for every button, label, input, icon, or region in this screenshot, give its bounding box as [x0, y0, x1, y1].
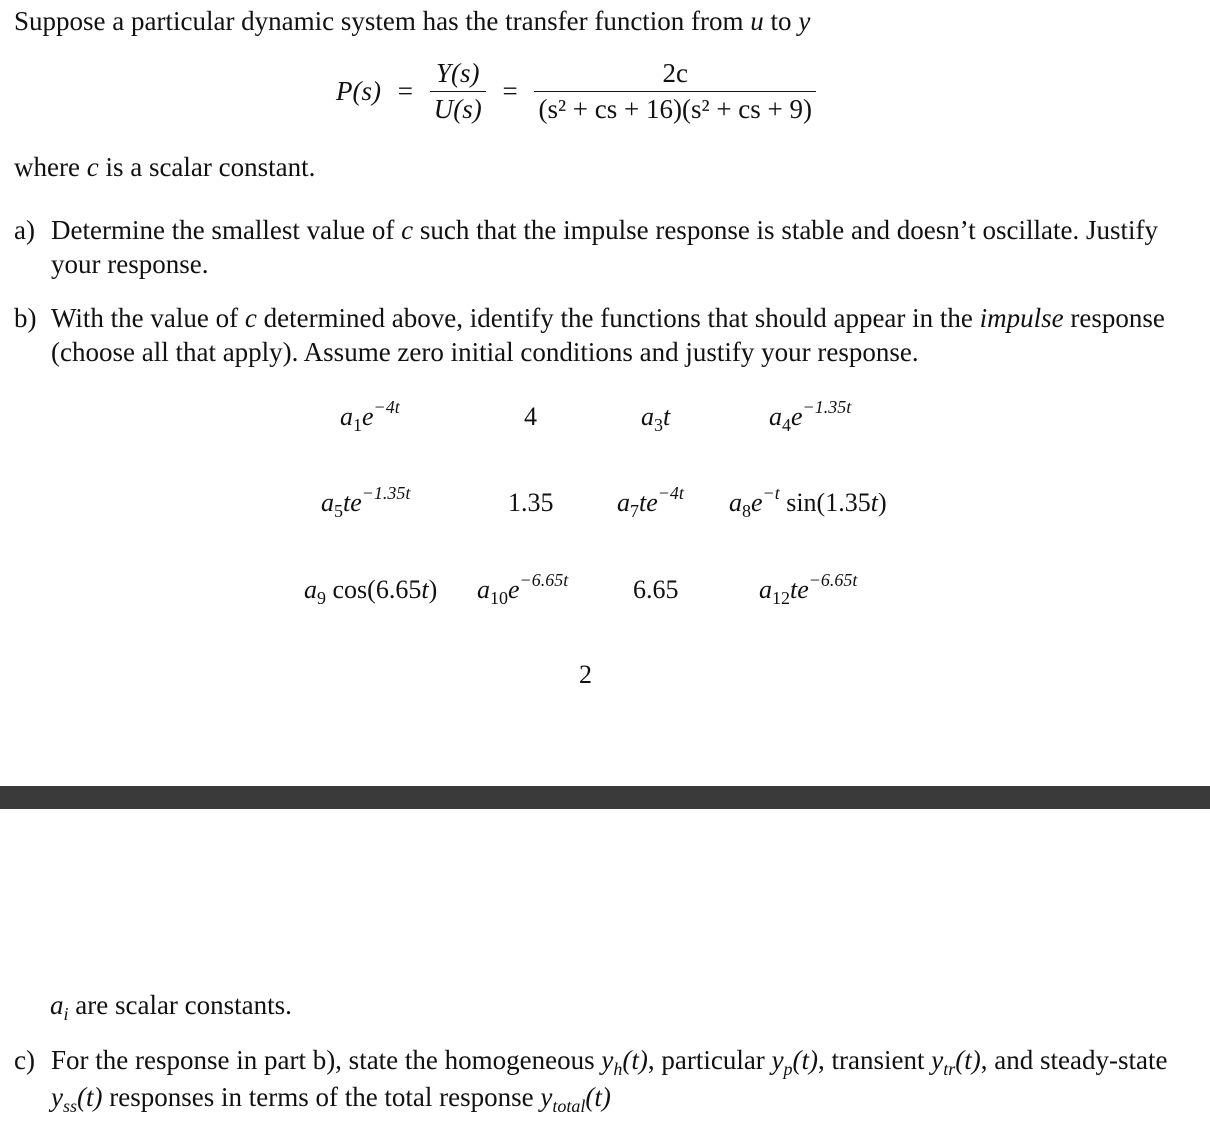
option-a9-cos: $a_9$ cos(6.65t)	[304, 575, 438, 608]
part-c-label: c)	[14, 1045, 35, 1075]
equation-lhs: P(s)	[336, 76, 381, 106]
part-a-label: a)	[14, 215, 35, 245]
constants-note: $a_i$ are scalar constants.	[50, 990, 292, 1024]
page-separator	[0, 786, 1210, 809]
option-a3-t: $a_3t$	[641, 402, 671, 435]
page-number: 2	[579, 660, 592, 689]
option-4: 4	[524, 402, 537, 431]
where-line: where c is a scalar constant.	[14, 152, 316, 182]
fraction-transfer-function: $\frac{2c}{\text{(s² + cs + 16)(s² + cs + 9)}}$	[534, 58, 816, 125]
part-a: a) Determine the smallest value of c such that the impulse response is stable and doesn’t oscillate. Justify your response.	[14, 215, 1158, 279]
option-a8-e-minus-t-sin: $a_8e^{-t}$ sin(1.35t)	[729, 483, 887, 521]
part-b: b) With the value of c determined above, identify the functions that should appear in the impulse response (choose all that apply). Assume zero initial conditions and justify your response.	[14, 303, 1165, 367]
transfer-function-equation: P(s) = $\frac{Y(s)}{U(s)}$ = $\frac{2c}{\text{(s² + cs + 16)(s² + cs + 9)}}$	[336, 58, 816, 125]
option-a7-te-minus-4t: $a_7te^{-4t}$	[617, 483, 684, 521]
intro-line: Suppose a particular dynamic system has the transfer function from u to y	[14, 6, 811, 36]
option-a10-e-minus-6-65t: $a_{10}e^{-6.65t}$	[477, 570, 569, 608]
option-a12-te-minus-6-65t: $a_{12}te^{-6.65t}$	[759, 570, 858, 608]
option-6-65: 6.65	[633, 575, 679, 604]
part-b-label: b)	[14, 303, 37, 333]
var-y: y	[798, 6, 811, 36]
option-a1-e-minus-4t: $a_1e^{-4t}$	[340, 397, 400, 435]
var-u: u	[750, 6, 764, 36]
option-a5-te-minus-1-35t: $a_5te^{-1.35t}$	[321, 483, 411, 521]
option-a4-e-minus-1-35t: $a_4e^{-1.35t}$	[769, 397, 852, 435]
fraction-y-over-u: $\frac{Y(s)}{U(s)}$	[430, 58, 486, 125]
part-c: c) For the response in part b), state the homogeneous $y_h(t)$, particular $y_p(t)$, transient $y_{tr}(t)$, and steady-state $y_{ss}(t)$ responses in terms of the total response $y_{total}(t)$	[14, 1045, 1168, 1116]
option-1-35: 1.35	[508, 488, 554, 517]
